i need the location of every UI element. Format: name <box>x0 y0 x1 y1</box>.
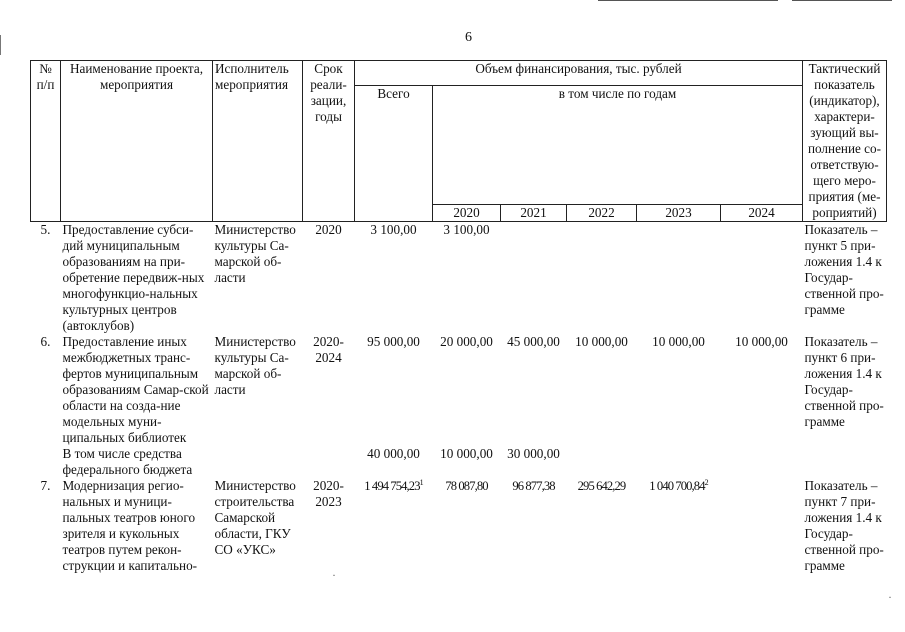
row-number: 6. <box>40 334 51 349</box>
row-indicator: Показатель – пункт 5 при-ложения 1.4 к Государ-ственной про-грамме <box>804 222 884 317</box>
row-executor <box>213 446 303 478</box>
row-2023 <box>637 478 721 574</box>
row-2022 <box>567 222 637 335</box>
row-2024: 10 000,00 <box>735 334 788 349</box>
header-indicator: Тактический показатель (индикатор), характери-зующий вы-полнение со-ответствую-щего меро-приятия (ме-роприятий) <box>803 61 887 222</box>
row-2020: 3 100,00 <box>443 222 490 237</box>
footnote-mark: 1 <box>419 477 423 487</box>
header-year-2020: 2020 <box>433 205 501 222</box>
row-name: Предоставление субси-дий муниципальным образованиям на при-обретение передвиж-ных многофункцио-нальных культурных центров (автоклубов) <box>62 222 205 333</box>
row-total: 3 100,00 <box>370 222 417 237</box>
row-period <box>303 446 355 478</box>
row-number: 7. <box>40 478 51 493</box>
header-financing: Объем финансирования, тыс. рублей <box>355 61 803 86</box>
row-executor: Министерство культуры Са-марской об-ласти <box>214 222 296 285</box>
row-total-value: 1 494 754,23 <box>364 479 420 493</box>
row-total: 40 000,00 <box>367 446 420 461</box>
page-number: 6 <box>465 30 472 45</box>
row-name: Модернизация регио-нальных и муници-пальных театров юного зрителя и кукольных театров путем рекон-струкции и капитально- <box>62 478 198 573</box>
header-by-years: в том числе по годам <box>433 86 803 205</box>
row-2020: 78 087,80 <box>445 479 488 493</box>
scan-top-line-left <box>598 0 778 1</box>
header-year-2021: 2021 <box>501 205 567 222</box>
financing-table <box>30 60 887 574</box>
row-name: В том числе средства федерального бюджета <box>62 446 193 477</box>
table-row <box>31 222 887 335</box>
header-name: Наименование проекта, мероприятия <box>61 61 213 222</box>
row-2020: 10 000,00 <box>440 446 493 461</box>
scan-edge-mark <box>0 35 1 55</box>
row-total: 95 000,00 <box>367 334 420 349</box>
header-year-2023: 2023 <box>637 205 721 222</box>
row-executor: Министерство строительства Самарской области, ГКУ СО «УКС» <box>214 478 296 557</box>
row-2023: 10 000,00 <box>652 334 705 349</box>
row-2021: 30 000,00 <box>507 446 560 461</box>
row-2021 <box>501 222 567 335</box>
row-2023 <box>637 222 721 335</box>
header-row-1 <box>31 61 887 86</box>
header-executor: Исполнитель мероприятия <box>213 61 303 222</box>
row-2024 <box>721 222 803 335</box>
row-2023 <box>637 446 721 478</box>
row-2022: 295 642,29 <box>577 479 626 493</box>
header-year-2022: 2022 <box>567 205 637 222</box>
header-total: Всего <box>355 86 433 222</box>
row-name: Предоставление иных межбюджетных транс-фертов муниципальным образованиям Самар-ской области на созда-ние модельных муни-ципальных библиотек <box>62 334 209 445</box>
scan-speck: · <box>332 568 336 582</box>
row-indicator: Показатель – пункт 6 при-ложения 1.4 к Государ-ственной про-грамме <box>804 334 884 429</box>
row-number: 5. <box>40 222 51 237</box>
row-2023-value: 1 040 700,84 <box>649 479 705 493</box>
row-total <box>355 478 433 574</box>
row-2022 <box>567 446 637 478</box>
table-row <box>31 478 887 574</box>
header-no: № п/п <box>31 61 61 222</box>
table-subrow <box>31 446 887 478</box>
row-number <box>31 446 61 478</box>
row-2024 <box>721 478 803 574</box>
scan-top-line-right <box>792 0 892 1</box>
row-period: 2020-2023 <box>313 478 344 509</box>
header-year-2024: 2024 <box>721 205 803 222</box>
row-period: 2020-2024 <box>313 334 344 365</box>
table-row <box>31 334 887 446</box>
row-2024 <box>721 446 803 478</box>
header-period: Срок реали-зации, годы <box>303 61 355 222</box>
row-indicator <box>803 446 887 478</box>
row-2022: 10 000,00 <box>575 334 628 349</box>
row-executor: Министерство культуры Са-марской об-ласти <box>214 334 296 397</box>
footnote-mark: 2 <box>704 477 708 487</box>
row-indicator: Показатель – пункт 7 при-ложения 1.4 к Государ-ственной про-грамме <box>804 478 884 573</box>
row-2021: 96 877,38 <box>512 479 555 493</box>
row-period: 2020 <box>315 222 342 237</box>
scan-speck: · <box>888 590 892 604</box>
row-2021: 45 000,00 <box>507 334 560 349</box>
row-2020: 20 000,00 <box>440 334 493 349</box>
